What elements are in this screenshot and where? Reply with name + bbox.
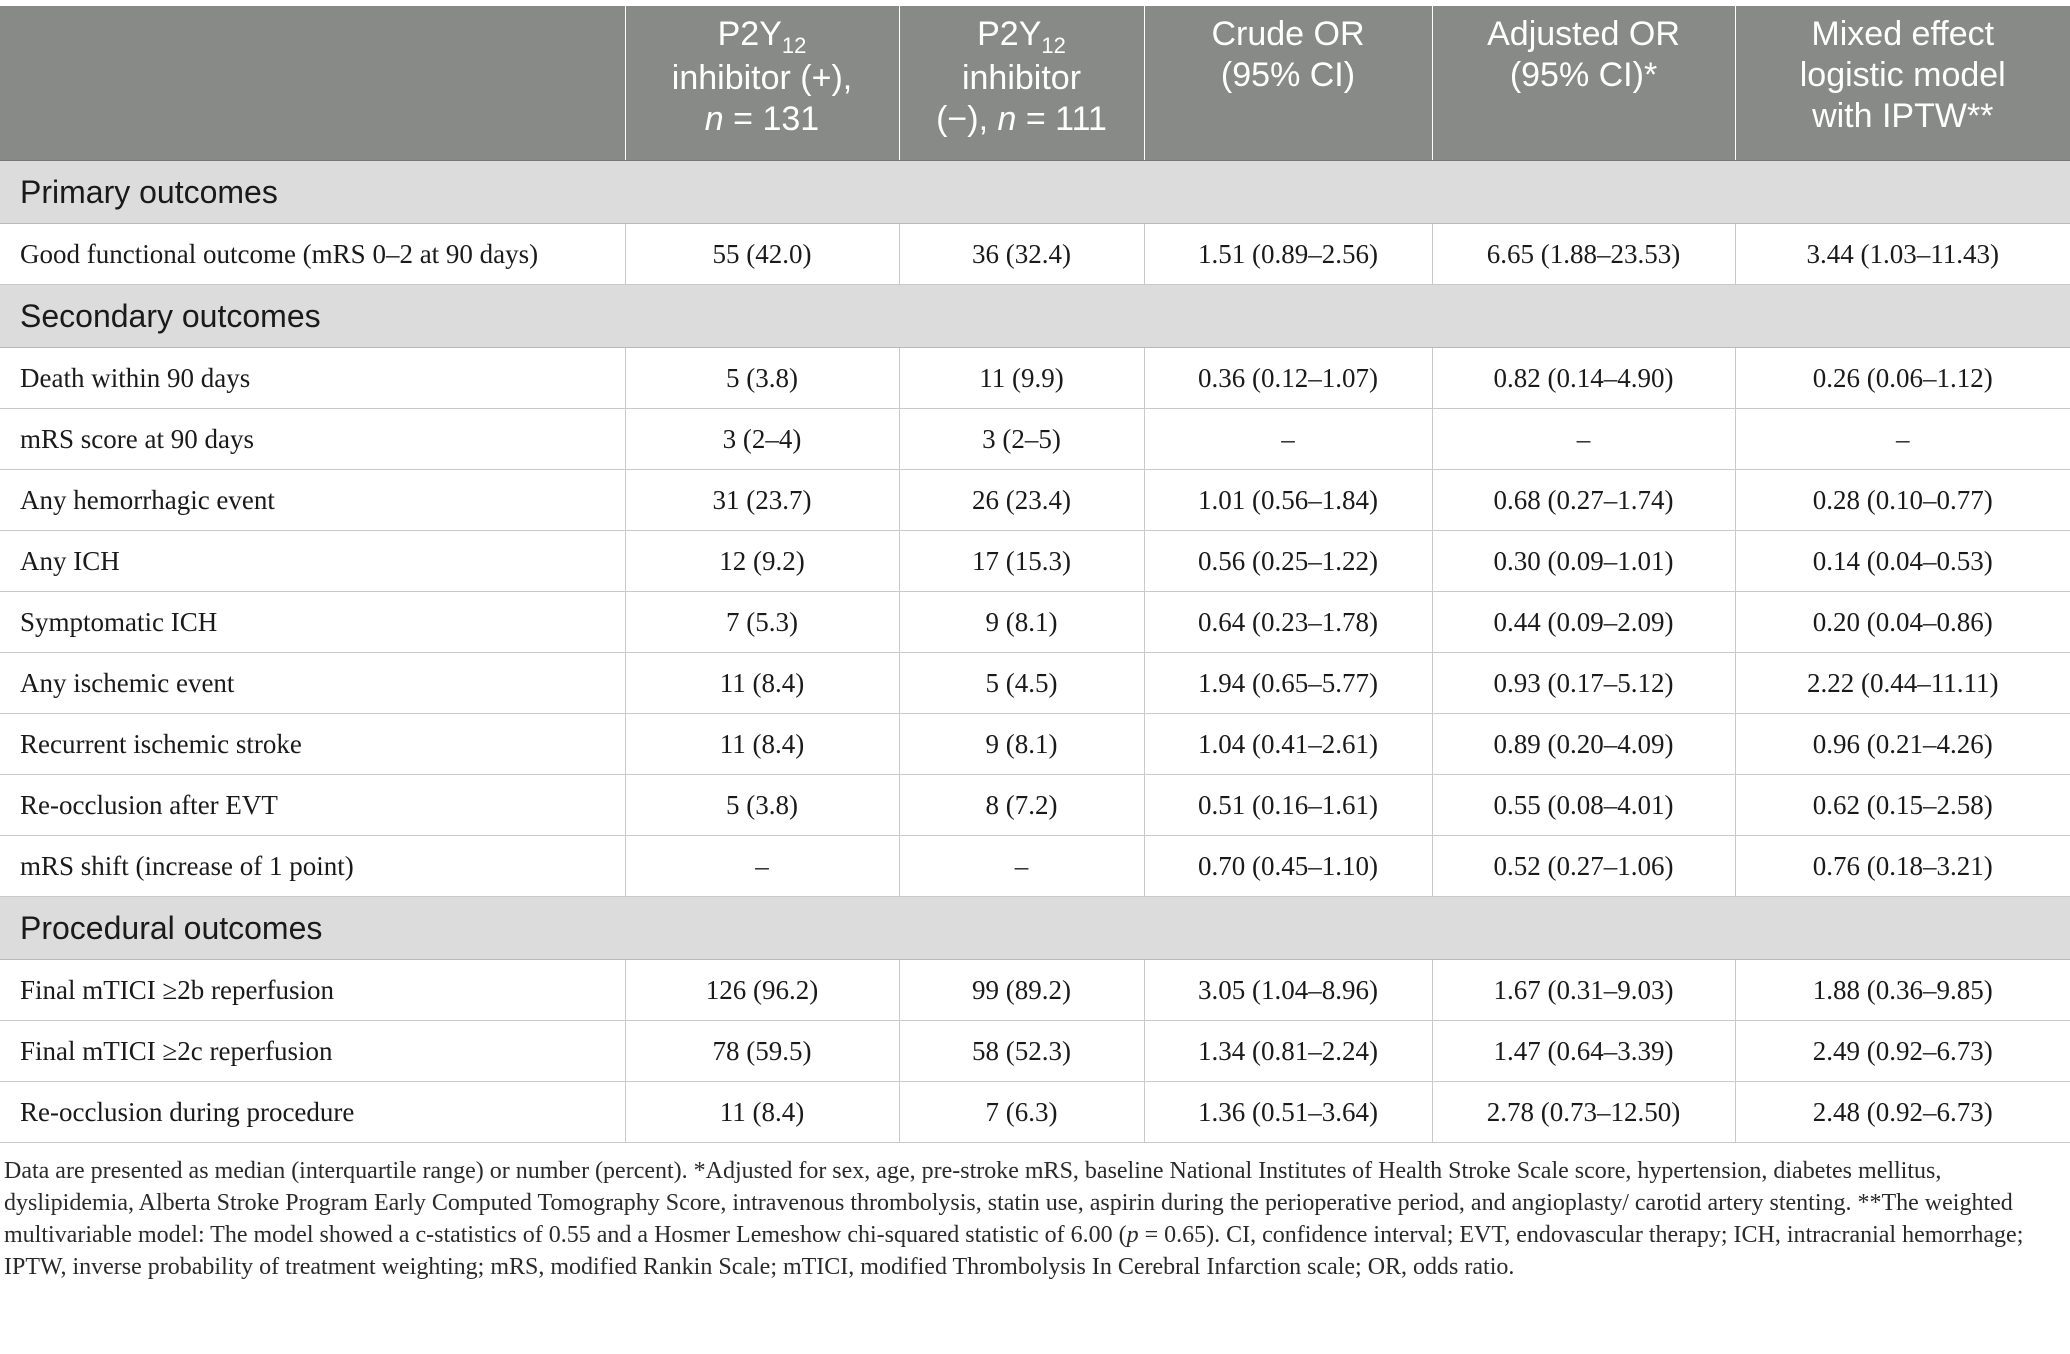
header-p2y12-negative-line3: (−), <box>936 100 998 138</box>
cell-p2y12-negative: 58 (52.3) <box>899 1021 1144 1082</box>
table-footnote <box>4 1155 2064 1283</box>
cell-crude-or: 0.56 (0.25–1.22) <box>1144 531 1432 592</box>
row-label: Any hemorrhagic event <box>0 470 625 531</box>
header-p2y12-positive-subscript: 12 <box>781 33 807 58</box>
cell-mixed-effect: 2.22 (0.44–11.11) <box>1735 653 2070 714</box>
cell-adjusted-or: 0.44 (0.09–2.09) <box>1432 592 1735 653</box>
header-p2y12-positive <box>625 6 899 161</box>
section-row-primary <box>0 161 2070 224</box>
outcomes-table <box>0 6 2070 1143</box>
cell-p2y12-negative: 36 (32.4) <box>899 224 1144 285</box>
header-adjusted-or-line1: Adjusted OR <box>1487 15 1680 53</box>
cell-p2y12-positive: 7 (5.3) <box>625 592 899 653</box>
cell-crude-or: 0.36 (0.12–1.07) <box>1144 348 1432 409</box>
cell-p2y12-positive: 126 (96.2) <box>625 960 899 1021</box>
table-body <box>0 161 2070 1143</box>
table-row <box>0 348 2070 409</box>
cell-p2y12-negative: – <box>899 836 1144 897</box>
cell-mixed-effect: 2.49 (0.92–6.73) <box>1735 1021 2070 1082</box>
cell-mixed-effect: 1.88 (0.36–9.85) <box>1735 960 2070 1021</box>
cell-p2y12-negative: 7 (6.3) <box>899 1082 1144 1143</box>
cell-p2y12-negative: 9 (8.1) <box>899 592 1144 653</box>
table-row <box>0 592 2070 653</box>
header-mixed-effect <box>1735 6 2070 161</box>
cell-adjusted-or: 0.93 (0.17–5.12) <box>1432 653 1735 714</box>
table-row <box>0 836 2070 897</box>
cell-p2y12-positive: 11 (8.4) <box>625 1082 899 1143</box>
cell-p2y12-positive: – <box>625 836 899 897</box>
cell-mixed-effect: 0.28 (0.10–0.77) <box>1735 470 2070 531</box>
cell-crude-or: – <box>1144 409 1432 470</box>
header-crude-or <box>1144 6 1432 161</box>
header-blank-cell <box>0 6 625 161</box>
table-header <box>0 6 2070 161</box>
header-mixed-effect-line3: with IPTW** <box>1812 97 1994 135</box>
cell-crude-or: 0.51 (0.16–1.61) <box>1144 775 1432 836</box>
header-p2y12-negative <box>899 6 1144 161</box>
row-label: Final mTICI ≥2b reperfusion <box>0 960 625 1021</box>
cell-adjusted-or: 1.67 (0.31–9.03) <box>1432 960 1735 1021</box>
cell-adjusted-or: 1.47 (0.64–3.39) <box>1432 1021 1735 1082</box>
cell-adjusted-or: 0.55 (0.08–4.01) <box>1432 775 1735 836</box>
cell-adjusted-or: 0.52 (0.27–1.06) <box>1432 836 1735 897</box>
header-p2y12-negative-prefix: P2Y <box>977 15 1042 53</box>
cell-p2y12-positive: 78 (59.5) <box>625 1021 899 1082</box>
table-row <box>0 775 2070 836</box>
row-label: Recurrent ischemic stroke <box>0 714 625 775</box>
row-label: mRS score at 90 days <box>0 409 625 470</box>
row-label: Good functional outcome (mRS 0–2 at 90 days) <box>0 224 625 285</box>
table-row <box>0 714 2070 775</box>
cell-p2y12-positive: 5 (3.8) <box>625 775 899 836</box>
cell-crude-or: 1.01 (0.56–1.84) <box>1144 470 1432 531</box>
row-label: mRS shift (increase of 1 point) <box>0 836 625 897</box>
row-label: Death within 90 days <box>0 348 625 409</box>
cell-crude-or: 0.70 (0.45–1.10) <box>1144 836 1432 897</box>
header-p2y12-negative-line2: inhibitor <box>961 59 1082 97</box>
cell-p2y12-negative: 17 (15.3) <box>899 531 1144 592</box>
cell-p2y12-positive: 55 (42.0) <box>625 224 899 285</box>
table-row <box>0 224 2070 285</box>
row-label: Any ischemic event <box>0 653 625 714</box>
header-adjusted-or-line2: (95% CI)* <box>1509 56 1658 94</box>
header-p2y12-negative-n-label: n <box>997 100 1017 138</box>
cell-p2y12-positive: 31 (23.7) <box>625 470 899 531</box>
cell-crude-or: 1.04 (0.41–2.61) <box>1144 714 1432 775</box>
header-p2y12-negative-subscript: 12 <box>1041 33 1066 58</box>
section-row-procedural <box>0 897 2070 960</box>
table-row <box>0 1021 2070 1082</box>
row-label: Final mTICI ≥2c reperfusion <box>0 1021 625 1082</box>
cell-mixed-effect: 3.44 (1.03–11.43) <box>1735 224 2070 285</box>
cell-p2y12-negative: 8 (7.2) <box>899 775 1144 836</box>
cell-p2y12-negative: 11 (9.9) <box>899 348 1144 409</box>
row-label: Re-occlusion during procedure <box>0 1082 625 1143</box>
header-p2y12-positive-line2: inhibitor (+), <box>671 59 853 97</box>
cell-p2y12-negative: 5 (4.5) <box>899 653 1144 714</box>
footnote-p-label: p <box>1126 1222 1139 1248</box>
cell-p2y12-positive: 3 (2–4) <box>625 409 899 470</box>
cell-adjusted-or: 0.89 (0.20–4.09) <box>1432 714 1735 775</box>
table-row <box>0 470 2070 531</box>
table-container <box>0 6 2070 1143</box>
table-row <box>0 409 2070 470</box>
cell-adjusted-or: 0.82 (0.14–4.90) <box>1432 348 1735 409</box>
header-crude-or-line2: (95% CI) <box>1220 56 1356 94</box>
cell-p2y12-positive: 11 (8.4) <box>625 653 899 714</box>
header-p2y12-positive-n-label: n <box>704 100 724 138</box>
cell-p2y12-negative: 3 (2–5) <box>899 409 1144 470</box>
cell-p2y12-positive: 12 (9.2) <box>625 531 899 592</box>
section-title: Secondary outcomes <box>0 285 2070 348</box>
row-label: Re-occlusion after EVT <box>0 775 625 836</box>
cell-crude-or: 0.64 (0.23–1.78) <box>1144 592 1432 653</box>
header-mixed-effect-line2: logistic model <box>1799 56 2006 94</box>
table-row <box>0 960 2070 1021</box>
cell-mixed-effect: 0.62 (0.15–2.58) <box>1735 775 2070 836</box>
cell-mixed-effect: 0.20 (0.04–0.86) <box>1735 592 2070 653</box>
cell-mixed-effect: 2.48 (0.92–6.73) <box>1735 1082 2070 1143</box>
cell-crude-or: 1.51 (0.89–2.56) <box>1144 224 1432 285</box>
cell-crude-or: 3.05 (1.04–8.96) <box>1144 960 1432 1021</box>
cell-crude-or: 1.36 (0.51–3.64) <box>1144 1082 1432 1143</box>
cell-adjusted-or: 2.78 (0.73–12.50) <box>1432 1082 1735 1143</box>
cell-p2y12-negative: 26 (23.4) <box>899 470 1144 531</box>
cell-p2y12-positive: 5 (3.8) <box>625 348 899 409</box>
header-p2y12-positive-n-value: = 131 <box>723 100 820 138</box>
cell-p2y12-positive: 11 (8.4) <box>625 714 899 775</box>
section-row-secondary <box>0 285 2070 348</box>
header-crude-or-line1: Crude OR <box>1211 15 1365 53</box>
footnote-part2: = 0.65). CI, confidence interval; EVT, endovascular therapy; ICH, intracranial hemorrhage; IPTW, inverse probability of treatment weighting; mRS, modified Rankin Scale; mTICI, modified Thrombolysis In Cerebral Infarction scale; OR, odds ratio. <box>4 1222 2024 1280</box>
cell-crude-or: 1.34 (0.81–2.24) <box>1144 1021 1432 1082</box>
section-title: Primary outcomes <box>0 161 2070 224</box>
cell-mixed-effect: 0.76 (0.18–3.21) <box>1735 836 2070 897</box>
cell-mixed-effect: 0.96 (0.21–4.26) <box>1735 714 2070 775</box>
cell-adjusted-or: 0.30 (0.09–1.01) <box>1432 531 1735 592</box>
table-row <box>0 531 2070 592</box>
header-adjusted-or <box>1432 6 1735 161</box>
table-row <box>0 1082 2070 1143</box>
cell-adjusted-or: – <box>1432 409 1735 470</box>
cell-mixed-effect: 0.26 (0.06–1.12) <box>1735 348 2070 409</box>
cell-p2y12-negative: 99 (89.2) <box>899 960 1144 1021</box>
table-row <box>0 653 2070 714</box>
cell-mixed-effect: 0.14 (0.04–0.53) <box>1735 531 2070 592</box>
cell-adjusted-or: 0.68 (0.27–1.74) <box>1432 470 1735 531</box>
section-title: Procedural outcomes <box>0 897 2070 960</box>
header-mixed-effect-line1: Mixed effect <box>1811 15 1995 53</box>
cell-p2y12-negative: 9 (8.1) <box>899 714 1144 775</box>
row-label: Any ICH <box>0 531 625 592</box>
header-p2y12-negative-n-value: = 111 <box>1016 100 1107 138</box>
footnote-part1: Data are presented as median (interquartile range) or number (percent). *Adjusted for sex, age, pre-stroke mRS, baseline National Institutes of Health Stroke Scale score, hypertension, diabetes mellitus, dyslipidemia, Alberta Stroke Program Early Computed Tomography Score, intravenous thrombolysis, statin use, aspirin during the perioperative period, and angioplasty/ carotid artery stenting. **The weighted multivariable model: The model showed a c-statistics of 0.55 and a Hosmer Lemeshow chi-squared statistic of 6.00 ( <box>4 1158 2013 1248</box>
cell-adjusted-or: 6.65 (1.88–23.53) <box>1432 224 1735 285</box>
row-label: Symptomatic ICH <box>0 592 625 653</box>
header-p2y12-positive-prefix: P2Y <box>717 15 782 53</box>
cell-crude-or: 1.94 (0.65–5.77) <box>1144 653 1432 714</box>
cell-mixed-effect: – <box>1735 409 2070 470</box>
